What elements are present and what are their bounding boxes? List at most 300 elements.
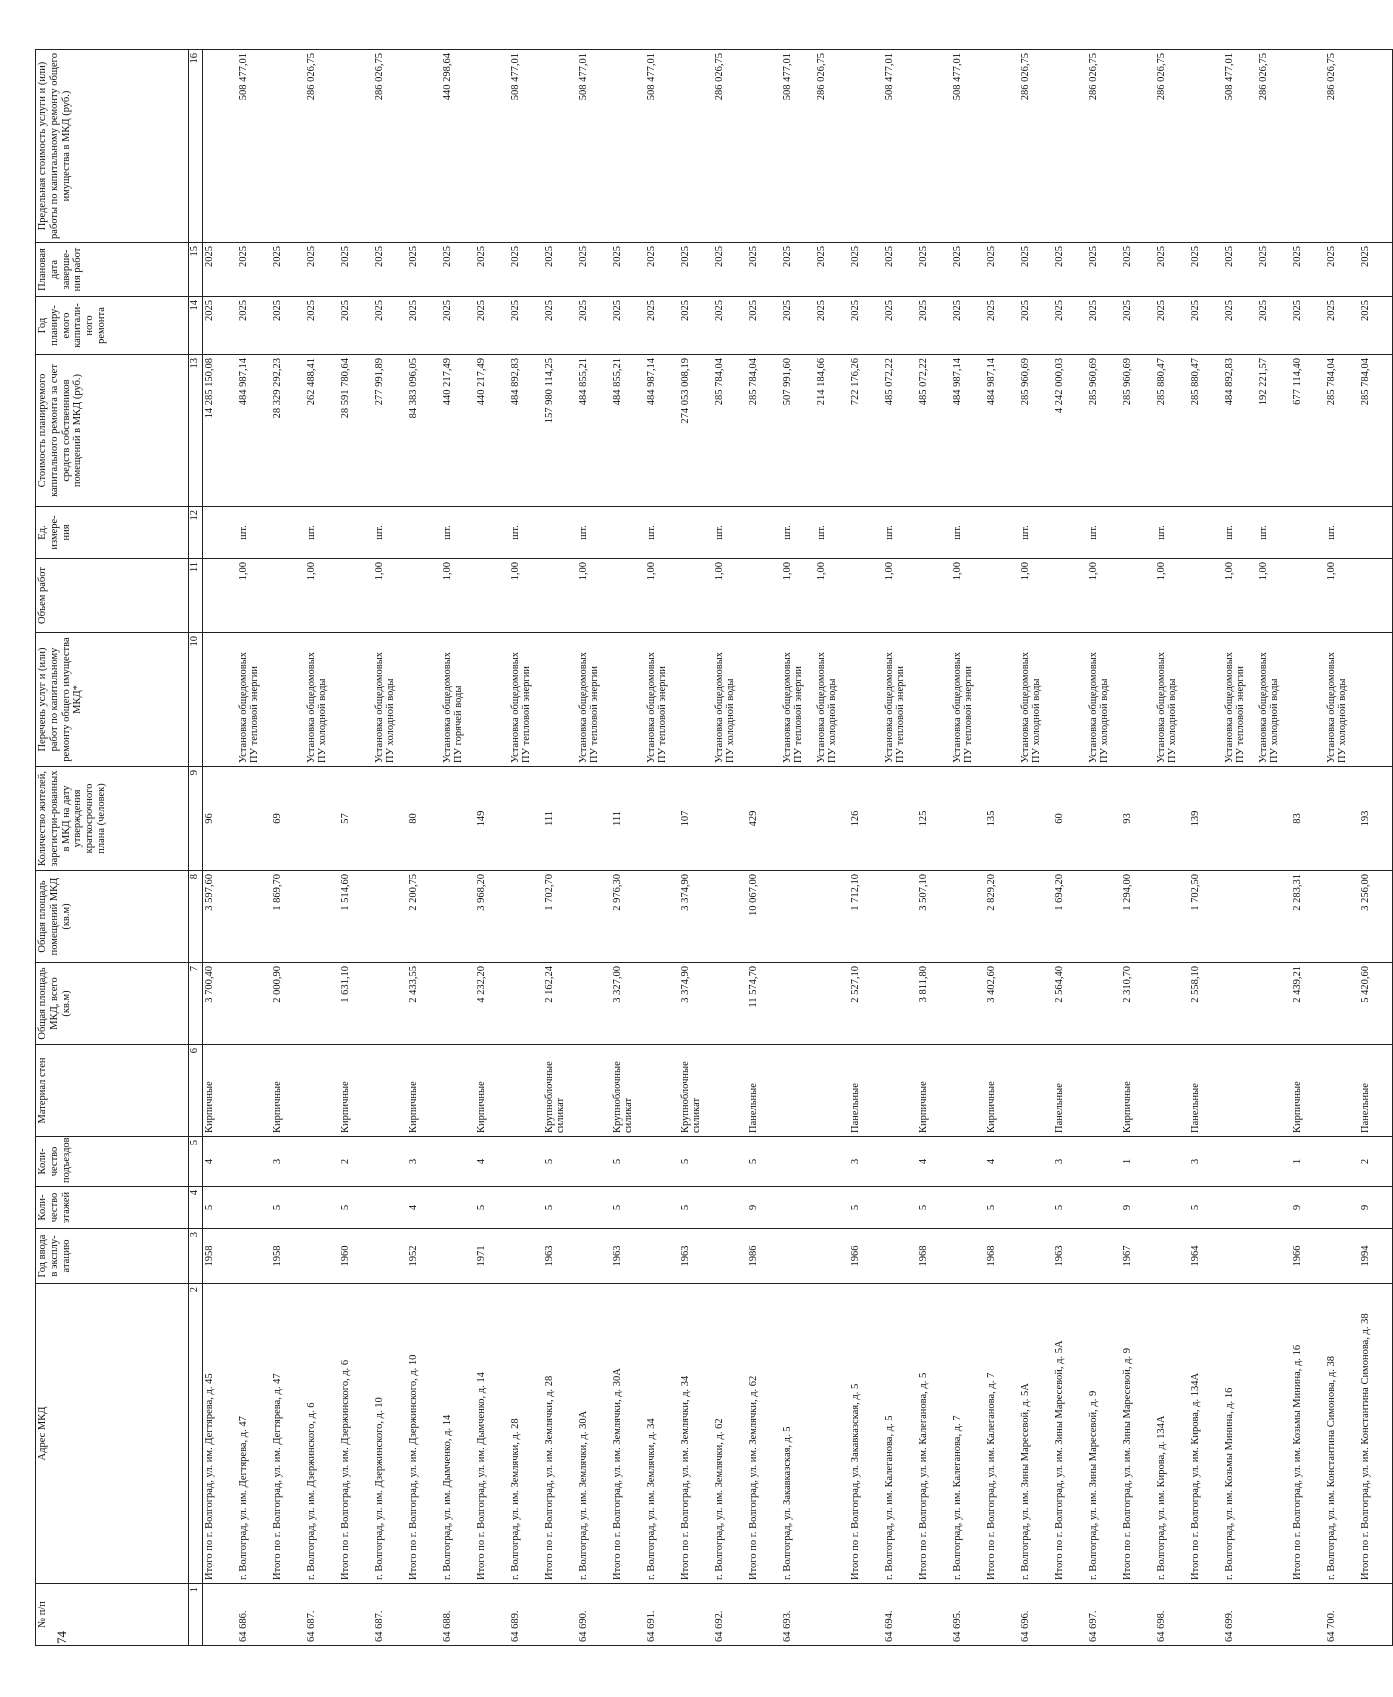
table-cell xyxy=(849,1584,883,1646)
table-cell: 2025 xyxy=(1053,243,1087,297)
table-cell xyxy=(1019,963,1053,1045)
table-cell xyxy=(1257,1284,1291,1584)
table-cell: г. Волгоград, ул. им. Калеганова, д. 5 xyxy=(883,1284,917,1584)
table-cell: 3 xyxy=(1189,1137,1223,1187)
table-cell: 1968 xyxy=(917,1229,951,1284)
table-cell: 507 991,60 xyxy=(781,355,815,507)
table-cell xyxy=(1257,1229,1291,1284)
table-cell: Кирпичные xyxy=(1291,1045,1325,1137)
table-cell: 2 829,20 xyxy=(985,871,1019,963)
column-number-7: 7 xyxy=(189,963,203,1045)
table-cell: 2025 xyxy=(1155,297,1189,355)
table-row xyxy=(1325,50,1359,1646)
table-cell xyxy=(1359,633,1393,767)
table-cell xyxy=(917,559,951,633)
table-cell xyxy=(441,1229,475,1284)
table-cell: 5 xyxy=(849,1187,883,1229)
table-cell xyxy=(679,1584,713,1646)
table-cell xyxy=(1359,50,1393,243)
table-cell xyxy=(815,1229,849,1284)
table-cell: 484 987,14 xyxy=(985,355,1019,507)
table-cell xyxy=(373,767,407,871)
table-cell xyxy=(645,1187,679,1229)
table-cell xyxy=(271,507,305,559)
table-cell xyxy=(1053,559,1087,633)
table-cell: 1,00 xyxy=(305,559,339,633)
table-cell xyxy=(1053,507,1087,559)
table-cell: Установка общедомовых ПУ холодной воды xyxy=(1087,633,1121,767)
table-cell: 2025 xyxy=(1257,297,1291,355)
table-cell xyxy=(815,1137,849,1187)
table-cell xyxy=(1223,1045,1257,1137)
table-cell xyxy=(237,1045,271,1137)
table-cell: 2025 xyxy=(679,297,713,355)
table-cell: 2 310,70 xyxy=(1121,963,1155,1045)
table-cell: 3 402,60 xyxy=(985,963,1019,1045)
table-cell: 5 xyxy=(611,1137,645,1187)
table-cell: 2025 xyxy=(203,243,237,297)
table-cell: 1,00 xyxy=(1325,559,1359,633)
table-cell xyxy=(951,1229,985,1284)
table-cell: 1966 xyxy=(849,1229,883,1284)
column-number-5: 5 xyxy=(189,1137,203,1187)
table-cell: 5 xyxy=(679,1187,713,1229)
table-cell xyxy=(441,767,475,871)
table-row xyxy=(679,50,713,1646)
table-cell xyxy=(917,1584,951,1646)
table-cell xyxy=(747,50,781,243)
table-cell: 2025 xyxy=(1257,243,1291,297)
table-cell: 2025 xyxy=(1359,297,1393,355)
table-cell xyxy=(951,1045,985,1137)
table-cell: 285 960,69 xyxy=(1019,355,1053,507)
table-cell: 64 686. xyxy=(237,1584,271,1646)
table-cell: 286 026,75 xyxy=(305,50,339,243)
table-cell: 126 xyxy=(849,767,883,871)
table-cell: Итого по г. Волгоград, ул. им. Землячки, д. 34 xyxy=(679,1284,713,1584)
table-cell: 1 514,60 xyxy=(339,871,373,963)
table-cell: 2025 xyxy=(1291,243,1325,297)
table-cell xyxy=(951,767,985,871)
header-row xyxy=(36,50,189,1646)
table-cell: Установка общедомовых ПУ тепловой энергии xyxy=(883,633,917,767)
table-cell xyxy=(509,871,543,963)
table-cell: Установка общедомовых ПУ холодной воды xyxy=(815,633,849,767)
table-cell: г. Волгоград, ул. им. Землячки, д. 34 xyxy=(645,1284,679,1584)
table-cell: г. Волгоград, ул. им. Дегтярева, д. 47 xyxy=(237,1284,271,1584)
table-cell: 5 xyxy=(271,1187,305,1229)
table-cell xyxy=(713,767,747,871)
table-cell: г. Волгоград, ул. им. Землячки, д. 62 xyxy=(713,1284,747,1584)
table-cell xyxy=(1019,871,1053,963)
table-cell: 677 114,40 xyxy=(1291,355,1325,507)
table-cell: Панельные xyxy=(1359,1045,1393,1137)
header-cell-2: Адрес МКД xyxy=(36,1284,189,1584)
table-cell: 2025 xyxy=(815,297,849,355)
table-cell: 286 026,75 xyxy=(1257,50,1291,243)
table-cell xyxy=(1223,871,1257,963)
table-cell: Кирпичные xyxy=(985,1045,1019,1137)
table-cell xyxy=(1257,871,1291,963)
table-cell: 64 688. xyxy=(441,1584,475,1646)
table-cell: 1967 xyxy=(1121,1229,1155,1284)
table-cell: шт. xyxy=(1087,507,1121,559)
table-cell xyxy=(713,1045,747,1137)
table-cell: 485 072,22 xyxy=(917,355,951,507)
table-cell xyxy=(645,1229,679,1284)
table-cell: 1966 xyxy=(1291,1229,1325,1284)
table-cell: 2025 xyxy=(917,297,951,355)
table-cell: 9 xyxy=(1291,1187,1325,1229)
table-cell xyxy=(951,963,985,1045)
table-cell xyxy=(543,1584,577,1646)
table-cell xyxy=(543,50,577,243)
table-cell: г. Волгоград, ул. им. Константина Симонова, д. 38 xyxy=(1325,1284,1359,1584)
table-cell xyxy=(1121,559,1155,633)
table-cell: Итого по г. Волгоград, ул. им. Кирова, д. 134А xyxy=(1189,1284,1223,1584)
table-cell: 2025 xyxy=(645,243,679,297)
table-cell xyxy=(645,767,679,871)
table-cell xyxy=(645,963,679,1045)
table-cell xyxy=(883,963,917,1045)
table-cell: шт. xyxy=(645,507,679,559)
table-cell xyxy=(1053,633,1087,767)
table-cell: 508 477,01 xyxy=(781,50,815,243)
table-cell: 2025 xyxy=(849,243,883,297)
table-cell: 2025 xyxy=(1121,297,1155,355)
table-cell: 1,00 xyxy=(781,559,815,633)
table-cell xyxy=(203,1584,237,1646)
table-cell xyxy=(1257,1187,1291,1229)
table-cell xyxy=(475,559,509,633)
table-cell xyxy=(1257,1137,1291,1187)
table-cell: 2025 xyxy=(883,297,917,355)
table-header xyxy=(36,50,203,1646)
table-cell xyxy=(781,1187,815,1229)
table-cell: 2025 xyxy=(237,243,271,297)
header-cell-4: Коли-чество этажей xyxy=(36,1187,189,1229)
table-cell: 64 698. xyxy=(1155,1584,1189,1646)
table-cell: 5 xyxy=(475,1187,509,1229)
table-cell: г. Волгоград, ул. им. Калеганова, д. 7 xyxy=(951,1284,985,1584)
table-cell: 1,00 xyxy=(713,559,747,633)
table-cell xyxy=(645,1137,679,1187)
column-number-14: 14 xyxy=(189,297,203,355)
table-cell xyxy=(815,1584,849,1646)
table-row xyxy=(815,50,849,1646)
table-body xyxy=(203,50,1393,1646)
table-cell xyxy=(1087,963,1121,1045)
table-row xyxy=(713,50,747,1646)
table-row xyxy=(339,50,373,1646)
table-cell: Установка общедомовых ПУ тепловой энергии xyxy=(1223,633,1257,767)
table-cell: 2025 xyxy=(237,297,271,355)
table-cell: 2025 xyxy=(713,243,747,297)
table-cell: 285 880,47 xyxy=(1189,355,1223,507)
table-cell: 2025 xyxy=(747,297,781,355)
table-cell: 1 712,10 xyxy=(849,871,883,963)
table-cell xyxy=(509,767,543,871)
table-cell: 2 283,31 xyxy=(1291,871,1325,963)
header-cell-16: Предельная стоимость услуги и (или) работы по капитальному ремонту общего имущества в МКД (руб.) xyxy=(36,50,189,243)
table-cell: 5 xyxy=(985,1187,1019,1229)
table-cell xyxy=(305,1187,339,1229)
table-cell: 1 702,70 xyxy=(543,871,577,963)
table-cell xyxy=(645,871,679,963)
table-cell xyxy=(407,50,441,243)
table-cell xyxy=(1019,767,1053,871)
table-cell xyxy=(305,1229,339,1284)
table-cell xyxy=(373,871,407,963)
table-cell: 157 980 114,25 xyxy=(543,355,577,507)
table-cell xyxy=(305,767,339,871)
table-cell xyxy=(1121,1584,1155,1646)
table-cell xyxy=(985,1584,1019,1646)
table-row xyxy=(475,50,509,1646)
table-cell xyxy=(815,1284,849,1584)
table-cell: Итого по г. Волгоград, ул. им. Дзержинского, д. 10 xyxy=(407,1284,441,1584)
table-cell xyxy=(203,50,237,243)
table-cell: 3 968,20 xyxy=(475,871,509,963)
table-cell xyxy=(543,633,577,767)
table-cell xyxy=(441,871,475,963)
table-cell: г. Волгоград, ул. им. Землячки, д. 28 xyxy=(509,1284,543,1584)
table-cell: г. Волгоград, ул. им. Зины Маресевой, д. 9 xyxy=(1087,1284,1121,1584)
table-cell: Итого по г. Волгоград, ул. им. Зины Маресевой, д. 9 xyxy=(1121,1284,1155,1584)
table-cell: 1960 xyxy=(339,1229,373,1284)
header-cell-1: № п/п xyxy=(36,1584,189,1646)
table-cell: 2025 xyxy=(441,243,475,297)
table-cell: 1958 xyxy=(203,1229,237,1284)
table-cell: г. Волгоград, ул. им. Землячки, д. 30А xyxy=(577,1284,611,1584)
table-cell: 3 xyxy=(407,1137,441,1187)
table-cell xyxy=(543,559,577,633)
table-cell xyxy=(1155,871,1189,963)
table-cell: 1,00 xyxy=(883,559,917,633)
table-cell: 2 558,10 xyxy=(1189,963,1223,1045)
table-cell: 135 xyxy=(985,767,1019,871)
table-cell xyxy=(679,633,713,767)
table-cell xyxy=(883,871,917,963)
table-cell: 64 689. xyxy=(509,1584,543,1646)
table-cell: 125 xyxy=(917,767,951,871)
table-cell xyxy=(1325,871,1359,963)
table-row xyxy=(305,50,339,1646)
table-cell: 11 574,70 xyxy=(747,963,781,1045)
table-cell: 722 176,26 xyxy=(849,355,883,507)
table-cell: 5 xyxy=(1189,1187,1223,1229)
table-cell xyxy=(951,1137,985,1187)
table-cell: 508 477,01 xyxy=(1223,50,1257,243)
table-cell: 1958 xyxy=(271,1229,305,1284)
table-cell: 64 694. xyxy=(883,1584,917,1646)
table-cell: 64 700. xyxy=(1325,1584,1359,1646)
table-cell: 111 xyxy=(543,767,577,871)
table-cell: Кирпичные xyxy=(917,1045,951,1137)
table-cell xyxy=(237,767,271,871)
table-cell: 3 xyxy=(271,1137,305,1187)
header-cell-13: Стоимость планируемого капитального ремонта за счет средств собственников помещений в МКД (руб.) xyxy=(36,355,189,507)
table-cell: 1,00 xyxy=(645,559,679,633)
table-cell: Итого по г. Волгоград, ул. им. Калеганова, д. 7 xyxy=(985,1284,1019,1584)
table-cell xyxy=(305,963,339,1045)
table-cell: 440 298,64 xyxy=(441,50,475,243)
table-cell xyxy=(1257,767,1291,871)
table-cell: 1,00 xyxy=(1087,559,1121,633)
rotated-page xyxy=(35,35,1371,1662)
table-cell: 1,00 xyxy=(1019,559,1053,633)
table-cell: 5 xyxy=(679,1137,713,1187)
table-cell xyxy=(781,1045,815,1137)
table-cell: 286 026,75 xyxy=(815,50,849,243)
table-cell: Кирпичные xyxy=(203,1045,237,1137)
table-cell: 4 xyxy=(203,1137,237,1187)
table-cell xyxy=(951,871,985,963)
table-cell: шт. xyxy=(1019,507,1053,559)
table-cell: 286 026,75 xyxy=(1325,50,1359,243)
table-cell: 4 xyxy=(917,1137,951,1187)
table-cell xyxy=(713,1187,747,1229)
table-cell xyxy=(611,1584,645,1646)
table-cell xyxy=(1155,1187,1189,1229)
table-cell: Итого по г. Волгоград, ул. им. Дегтярева, д. 47 xyxy=(271,1284,305,1584)
table-cell: 214 184,66 xyxy=(815,355,849,507)
table-cell xyxy=(1189,633,1223,767)
table-cell: 1,00 xyxy=(577,559,611,633)
table-cell xyxy=(407,559,441,633)
table-cell: 4 242 000,03 xyxy=(1053,355,1087,507)
table-cell: Установка общедомовых ПУ холодной воды xyxy=(1257,633,1291,767)
table-cell: 1 869,70 xyxy=(271,871,305,963)
table-cell: 84 383 096,05 xyxy=(407,355,441,507)
table-cell: Установка общедомовых ПУ холодной воды xyxy=(713,633,747,767)
table-cell xyxy=(577,1187,611,1229)
table-cell: 2 xyxy=(339,1137,373,1187)
table-cell xyxy=(1087,1137,1121,1187)
table-cell xyxy=(475,1584,509,1646)
table-cell xyxy=(441,1137,475,1187)
table-cell xyxy=(475,633,509,767)
table-cell: Установка общедомовых ПУ горячей воды xyxy=(441,633,475,767)
table-cell: 2025 xyxy=(305,297,339,355)
table-cell: 3 xyxy=(849,1137,883,1187)
table-cell: 111 xyxy=(611,767,645,871)
table-cell: 286 026,75 xyxy=(1087,50,1121,243)
table-row xyxy=(237,50,271,1646)
table-cell: 2025 xyxy=(1019,243,1053,297)
table-cell xyxy=(305,871,339,963)
table-cell: Итого по г. Волгоград, ул. им. Землячки, д. 62 xyxy=(747,1284,781,1584)
table-cell: 2025 xyxy=(849,297,883,355)
table-cell: Итого по г. Волгоград, ул. им. Калеганова, д. 5 xyxy=(917,1284,951,1584)
table-cell: 3 700,40 xyxy=(203,963,237,1045)
table-cell: 508 477,01 xyxy=(509,50,543,243)
column-number-15: 15 xyxy=(189,243,203,297)
table-cell: шт. xyxy=(713,507,747,559)
table-cell: 2025 xyxy=(1223,243,1257,297)
table-cell xyxy=(883,1229,917,1284)
table-row xyxy=(951,50,985,1646)
page-number: 74 xyxy=(54,1631,69,1644)
column-number-3: 3 xyxy=(189,1229,203,1284)
table-cell xyxy=(237,1229,271,1284)
table-cell xyxy=(815,767,849,871)
table-cell: 64 692. xyxy=(713,1584,747,1646)
table-cell: 3 811,80 xyxy=(917,963,951,1045)
table-cell: шт. xyxy=(509,507,543,559)
table-cell xyxy=(917,50,951,243)
table-cell: Итого по г. Волгоград, ул. им. Константина Симонова, д. 38 xyxy=(1359,1284,1393,1584)
table-cell: 5 xyxy=(747,1137,781,1187)
table-cell: 1,00 xyxy=(815,559,849,633)
table-cell xyxy=(1223,1229,1257,1284)
table-cell: 2025 xyxy=(1291,297,1325,355)
table-cell: 93 xyxy=(1121,767,1155,871)
table-cell xyxy=(271,633,305,767)
table-cell xyxy=(577,767,611,871)
table-cell xyxy=(781,1137,815,1187)
table-cell xyxy=(1223,1187,1257,1229)
table-cell: Кирпичные xyxy=(407,1045,441,1137)
table-cell: 2025 xyxy=(271,297,305,355)
table-cell: г. Волгоград, ул. им. Зины Маресевой, д. 5А xyxy=(1019,1284,1053,1584)
table-cell: 1 xyxy=(1121,1137,1155,1187)
table-cell: 149 xyxy=(475,767,509,871)
table-cell xyxy=(1325,1137,1359,1187)
table-row xyxy=(645,50,679,1646)
table-cell: 2025 xyxy=(985,297,1019,355)
table-cell xyxy=(1019,1229,1053,1284)
table-cell: г. Волгоград, ул. им. Козьмы Минина, д. 16 xyxy=(1223,1284,1257,1584)
table-cell xyxy=(1155,963,1189,1045)
table-cell xyxy=(781,1229,815,1284)
table-cell: 285 784,04 xyxy=(713,355,747,507)
table-cell xyxy=(611,507,645,559)
table-cell xyxy=(339,559,373,633)
table-cell: 1,00 xyxy=(441,559,475,633)
table-cell: 508 477,01 xyxy=(883,50,917,243)
table-cell xyxy=(237,1137,271,1187)
table-cell: Крупноблочные силикат xyxy=(543,1045,577,1137)
table-cell: 2 527,10 xyxy=(849,963,883,1045)
table-cell xyxy=(747,1584,781,1646)
column-number-13: 13 xyxy=(189,355,203,507)
column-number-9: 9 xyxy=(189,767,203,871)
column-number-8: 8 xyxy=(189,871,203,963)
table-cell: шт. xyxy=(577,507,611,559)
table-row xyxy=(611,50,645,1646)
table-cell: 508 477,01 xyxy=(577,50,611,243)
table-cell: 274 053 008,19 xyxy=(679,355,713,507)
table-cell: Установка общедомовых ПУ холодной воды xyxy=(373,633,407,767)
table-cell xyxy=(1291,1584,1325,1646)
table-cell: 64 687. xyxy=(373,1584,407,1646)
table-cell xyxy=(509,963,543,1045)
table-cell: Установка общедомовых ПУ холодной воды xyxy=(1325,633,1359,767)
table-cell: 64 693. xyxy=(781,1584,815,1646)
table-cell: 2025 xyxy=(339,243,373,297)
table-cell: 4 xyxy=(475,1137,509,1187)
table-cell xyxy=(985,633,1019,767)
table-cell: 3 xyxy=(1053,1137,1087,1187)
table-cell: 2025 xyxy=(1053,297,1087,355)
table-cell xyxy=(339,633,373,767)
table-cell: Итого по г. Волгоград, ул. Закавказская, д. 5 xyxy=(849,1284,883,1584)
table-cell: 2025 xyxy=(679,243,713,297)
table-cell: Панельные xyxy=(1053,1045,1087,1137)
table-cell xyxy=(1325,1045,1359,1137)
table-cell: Кирпичные xyxy=(339,1045,373,1137)
